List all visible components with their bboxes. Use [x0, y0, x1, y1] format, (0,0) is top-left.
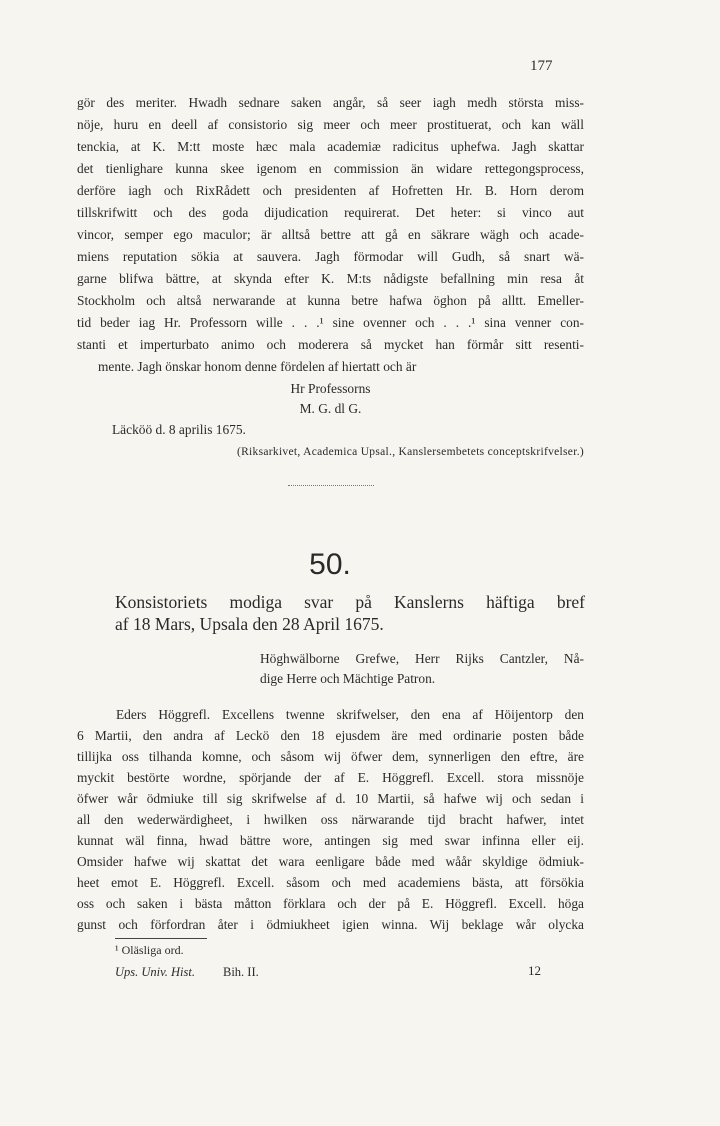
reply-line: Omsider hafwe wij skattat det wara eenligare både med wåår skyldige ödmiuk- [77, 854, 584, 869]
separator [288, 485, 374, 486]
salutation-line: Höghwälborne Grefwe, Herr Rijks Cantzler, Nå- [260, 651, 584, 666]
letter-line: tid beder iag Hr. Professorn wille . . .¹ sine ovenner och . . .¹ sina venner con- [77, 315, 584, 330]
footnote: ¹ Oläsliga ord. [115, 943, 184, 957]
letter-line: stanti et imperturbato animo och moderera så mycket han förmår sitt resenti- [77, 337, 584, 352]
reply-line: öfwer wår ödmiuke till sig skrifwelse af d. 10 Martii, så hafwe wij och sedan i [77, 791, 584, 806]
reply-line: kunnat wäl finna, hwad bättre wore, antingen sig med swar infinna eller eij. [77, 833, 584, 848]
reply-line: heet emot E. Höggrefl. Excell. såsom och med academiens bästa, att försökia [77, 875, 584, 890]
heading-line: Konsistoriets modiga svar på Kanslerns häftiga bref [115, 592, 585, 612]
footer-title: Ups. Univ. Hist. [115, 965, 195, 979]
letter-line: gör des meriter. Hwadh sednare saken angår, så seer iagh medh största miss- [77, 95, 584, 110]
letter-line: tillskrifwitt och des goda dijudication requirerat. Det heter: si vinco aut [77, 205, 584, 220]
place-date: Läcköö d. 8 aprilis 1675. [112, 422, 246, 437]
reply-line: gunst och förfordran åter i ödmiukheet igien winna. Wij beklage wår olycka [77, 917, 584, 932]
reply-line: tillijka oss tilhanda komne, och såsom wij öfwer dem, synnerligen den eftre, äre [77, 749, 584, 764]
letter-line: nöje, huru en deell af consistorio sig meer och meer prostituerat, och kan wäll [77, 117, 584, 132]
letter-line: miens reputation sökia at sauvera. Jagh förmodar will Gudh, så snart wä- [77, 249, 584, 264]
salutation-line: dige Herre och Mächtige Patron. [260, 671, 436, 686]
signature-mark: 12 [528, 963, 541, 978]
source-citation: (Riksarkivet, Academica Upsal., Kanslersembetets conceptskrifvelser.) [236, 446, 584, 458]
reply-line: 6 Martii, den andra af Leckö den 18 ejusdem äre med ordinarie posten både [77, 728, 584, 743]
page-number: 177 [530, 58, 553, 74]
letter-line: Stockholm och altså nerwarande at kunna betre hafwa öghon på alltt. Emeller- [77, 293, 584, 308]
footnote-rule [115, 938, 207, 939]
letter-line: mente. Jagh önskar honom denne fördelen af hiertatt och är [98, 359, 417, 374]
letter-line: det tienlighare kunna skee igenom en commission än widare rettegongsprocess, [77, 161, 584, 176]
reply-line: oss och saken i bästa måtton förklara och der på E. Höggrefl. Excell. höga [77, 896, 584, 911]
reply-line: myckit bestörte wordne, spörjande der af E. Höggrefl. Excell. stora missnöje [77, 770, 584, 785]
closing-line: Hr Professorns [290, 381, 371, 396]
reply-line: Eders Höggrefl. Excellens twenne skrifwelser, den ena af Höijentorp den [116, 707, 584, 722]
letter-line: garne blifwa bättre, at skynda efter K. M:ts nådigste befallning min resa åt [77, 271, 584, 286]
letter-line: derföre iagh och RixRådett och presidenten af Hofretten Hr. B. Horn derom [77, 183, 584, 198]
letter-line: tenckia, at K. M:tt moste hæc mala academiæ radicitus uphefwa. Jagh skattar [77, 139, 584, 154]
signature: M. G. dl G. [299, 401, 362, 416]
document-number: 50. [309, 548, 351, 581]
reply-line: all den wederwärdigheet, i hwilken oss närwarande tijd bracht hafwer, intet [77, 812, 584, 827]
heading-line: af 18 Mars, Upsala den 28 April 1675. [115, 614, 384, 634]
footer-volume: Bih. II. [223, 965, 259, 979]
letter-line: vincor, semper ego maculor; är alltså bettre att gå en säkrare wägh och acade- [77, 227, 584, 242]
